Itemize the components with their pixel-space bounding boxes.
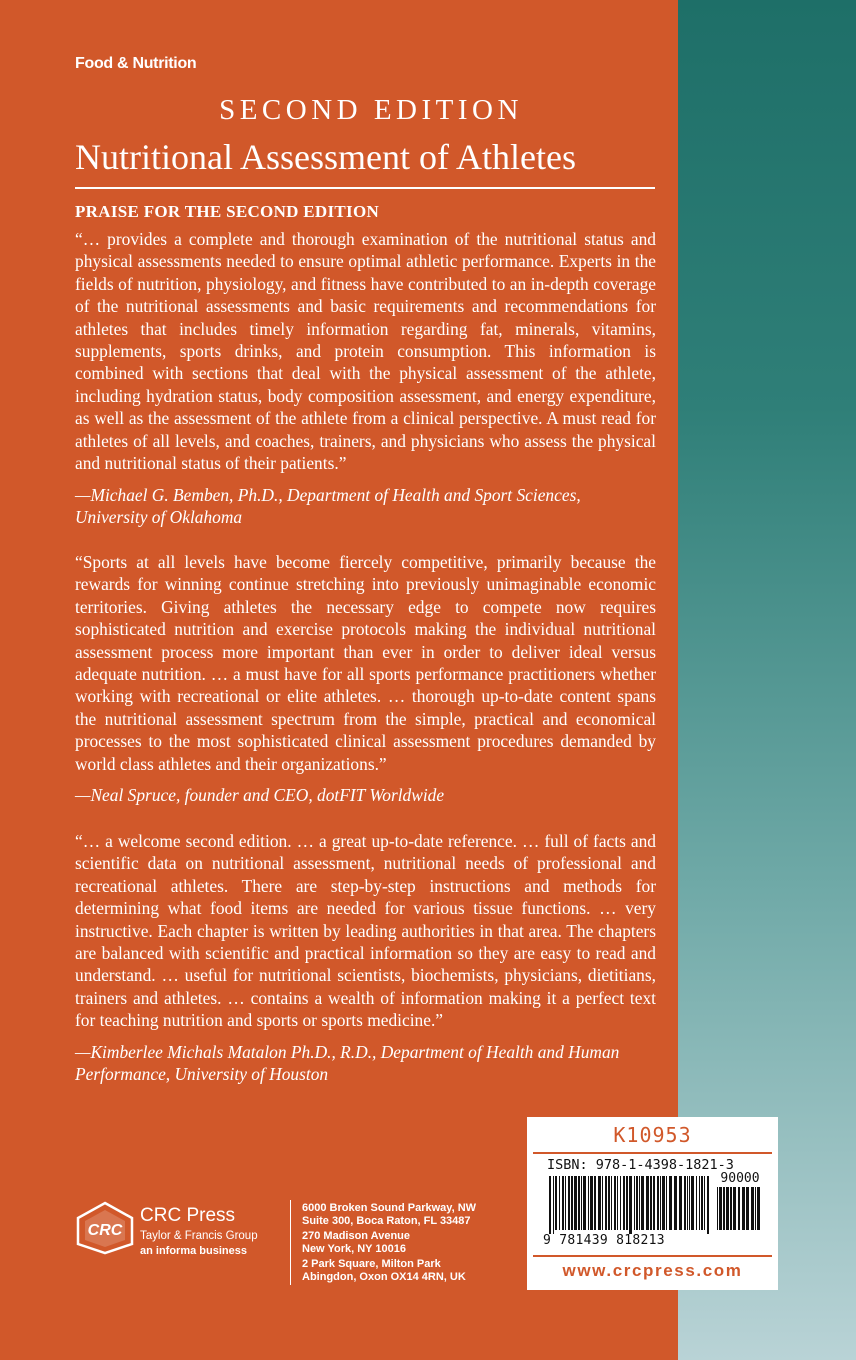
review-quote-1: “… provides a complete and thorough examination of the nutritional status and physical assessments needed to ensure optimal athletic performance. Experts in the fields of nutrition, physiology, and fitness have contributed to an in-depth coverage of the nutritional assessments and basic requirements and recommendations for athletes that includes timely information regarding fat, minerals, vitamins, supplements, sports drinks, and protein consumption. This information is combined with sections that deal with the physical assessment of the athlete, including hydration status, body composition assessment, and energy expenditure, as well as the assessment of the athlete from a clinical perspective. A must read for athletes of all levels, and coaches, trainers, and physicians who assess the physical and nutritional status of their patients.” bbox=[75, 229, 656, 474]
publisher-url: www.crcpress.com bbox=[562, 1261, 743, 1280]
address-boca-raton bbox=[302, 1202, 476, 1227]
address-line: 270 Madison Avenue bbox=[302, 1230, 410, 1243]
barcode-bar bbox=[620, 1176, 621, 1230]
barcode-panel bbox=[527, 1117, 778, 1290]
barcode-bar bbox=[704, 1176, 705, 1230]
barcode-bar bbox=[723, 1187, 725, 1230]
barcode-bar bbox=[662, 1176, 665, 1230]
barcode-bar bbox=[565, 1176, 566, 1230]
barcode-bar bbox=[691, 1176, 694, 1230]
publisher-addresses bbox=[302, 1202, 476, 1287]
barcode-bar bbox=[755, 1187, 756, 1230]
barcode-bar bbox=[679, 1176, 682, 1230]
publisher-divider bbox=[290, 1200, 291, 1285]
barcode-bar bbox=[742, 1187, 745, 1230]
title-divider bbox=[75, 187, 655, 189]
barcode-bar bbox=[594, 1176, 596, 1230]
barcode-bar bbox=[701, 1176, 703, 1230]
barcode-bar bbox=[757, 1187, 760, 1230]
barcode-bar bbox=[707, 1176, 709, 1234]
review-attribution-1 bbox=[75, 484, 656, 529]
barcode-bar bbox=[555, 1176, 557, 1230]
reviewer-affiliation: Department of Health and Sport Sciences, University of Oklahoma bbox=[75, 485, 581, 528]
barcode-bar bbox=[602, 1176, 603, 1230]
reviewer-affiliation: Department of Health and Human Performance, University of Houston bbox=[75, 1042, 620, 1085]
barcode-bar bbox=[674, 1176, 677, 1230]
barcode-bar bbox=[687, 1176, 688, 1230]
review-attribution-2 bbox=[75, 784, 656, 806]
barcode-bar bbox=[689, 1176, 690, 1230]
reviewer-name: —Kimberlee Michals Matalon Ph.D., R.D., bbox=[75, 1042, 381, 1062]
barcode-bar bbox=[733, 1187, 736, 1230]
barcode-bar bbox=[581, 1176, 582, 1230]
barcode-bar bbox=[669, 1176, 672, 1230]
edition-label: SECOND EDITION bbox=[219, 94, 523, 126]
barcode-bar bbox=[611, 1176, 612, 1230]
address-line: 6000 Broken Sound Parkway, NW bbox=[302, 1202, 477, 1214]
barcode-bar bbox=[726, 1187, 729, 1230]
barcode-bar bbox=[684, 1176, 686, 1230]
barcode-bar bbox=[574, 1176, 577, 1230]
barcode-bar bbox=[562, 1176, 564, 1230]
barcode-bar bbox=[605, 1176, 607, 1230]
barcode-bar bbox=[719, 1187, 722, 1230]
barcode-bar bbox=[571, 1176, 573, 1230]
barcode-bar bbox=[717, 1187, 718, 1230]
barcode-bar bbox=[583, 1176, 586, 1230]
reviewer-name: —Neal Spruce, bbox=[75, 785, 185, 805]
publisher-name: CRC Press bbox=[140, 1205, 236, 1226]
barcode-bar bbox=[623, 1176, 625, 1230]
address-line: New York, NY 10016 bbox=[302, 1242, 406, 1255]
barcode-digits: 9 781439 818213 bbox=[543, 1233, 665, 1248]
catalog-code: K10953 bbox=[613, 1123, 692, 1147]
reviewer-name: —Michael G. Bemben, Ph.D., bbox=[75, 485, 288, 505]
address-new-york bbox=[302, 1230, 476, 1255]
barcode-bar bbox=[738, 1187, 740, 1230]
crc-press-logo-icon bbox=[74, 1200, 136, 1256]
barcode-bar bbox=[626, 1176, 628, 1230]
barcode-bar bbox=[639, 1176, 640, 1230]
barcode-bar bbox=[588, 1176, 589, 1230]
barcode-bar bbox=[634, 1176, 635, 1230]
barcode-bar bbox=[614, 1176, 616, 1230]
praise-heading: PRAISE FOR THE SECOND EDITION bbox=[75, 202, 380, 221]
crc-logo-text: CRC bbox=[87, 1222, 123, 1239]
barcode-bar bbox=[746, 1187, 749, 1230]
barcode-bar bbox=[598, 1176, 601, 1230]
address-abingdon bbox=[302, 1258, 476, 1283]
barcode-bar bbox=[590, 1176, 593, 1230]
barcode-bar bbox=[666, 1176, 667, 1230]
barcode-bar bbox=[646, 1176, 649, 1230]
review-quote-2: “Sports at all levels have become fiercely competitive, primarily because the rewards for winning continue stretching into previously unimaginable economic territories. Giving athletes the necessary edge to compete now requires sophisticated nutrition and exercise protocols making the individual nutritional assessment process more important than ever in order to deliver ideal versus adequate nutrition. … a must have for all sports performance practitioners whether working with recreational or elite athletes. … thorough up-to-date content spans the nutritional assessment spectrum from the simple, practical and economical processes to the most sophisticated clinical assessment procedures demanded by world class athletes and their organizations.” bbox=[75, 552, 656, 774]
category-label: Food & Nutrition bbox=[75, 55, 197, 72]
barcode-bar bbox=[751, 1187, 754, 1230]
barcode-bar bbox=[636, 1176, 638, 1230]
url-divider bbox=[533, 1255, 772, 1257]
review-quote-3: “… a welcome second edition. … a great up-to-date reference. … full of facts and scientific data on nutritional assessment, nutritional needs of professional and recreational athletes. There are step-by-step instructions and methods for determining what food items are needed for various tissue functions. … very instructive. Each chapter is written by leading authorities in that area. The chapters are balanced with scientific and practical information so they are easy to read and understand. … useful for nutritional scientists, biochemists, physicians, dietitians, trainers and athletes. … contains a wealth of information making it a perfect text for teaching nutrition and sports or sports medicine.” bbox=[75, 831, 656, 1031]
barcode-bar bbox=[553, 1176, 554, 1234]
barcode-bar bbox=[568, 1176, 570, 1230]
barcode-bar bbox=[653, 1176, 655, 1230]
reviewer-affiliation: founder and CEO, dotFIT Worldwide bbox=[184, 785, 445, 805]
barcode-addon-digits: 90000 bbox=[720, 1171, 760, 1186]
barcode-bar bbox=[617, 1176, 618, 1230]
address-line: 2 Park Square, Milton Park bbox=[302, 1258, 441, 1271]
code-divider bbox=[533, 1152, 772, 1154]
barcode-bar bbox=[696, 1176, 697, 1230]
review-attribution-3 bbox=[75, 1041, 656, 1086]
barcode-bar bbox=[699, 1176, 700, 1230]
barcode-bar bbox=[641, 1176, 644, 1230]
barcode-bar bbox=[629, 1176, 632, 1234]
barcode-bar bbox=[650, 1176, 652, 1230]
publisher-group: Taylor & Francis Group bbox=[140, 1230, 258, 1242]
publisher-tagline: an informa business bbox=[140, 1245, 247, 1257]
barcode-bar bbox=[608, 1176, 610, 1230]
barcode-addon-bars-icon bbox=[717, 1187, 762, 1234]
barcode-bar bbox=[549, 1176, 551, 1234]
barcode-bar bbox=[660, 1176, 661, 1230]
barcode-bar bbox=[730, 1187, 732, 1230]
barcode-bar bbox=[559, 1176, 560, 1230]
isbn-label: ISBN: 978-1-4398-1821-3 bbox=[547, 1157, 734, 1173]
barcode-bar bbox=[578, 1176, 580, 1230]
barcode-bars-icon bbox=[549, 1176, 709, 1234]
address-line: Abingdon, Oxon OX14 4RN, UK bbox=[302, 1270, 466, 1283]
address-line: Suite 300, Boca Raton, FL 33487 bbox=[302, 1214, 471, 1227]
barcode-bar bbox=[657, 1176, 659, 1230]
book-title: Nutritional Assessment of Athletes bbox=[75, 137, 576, 177]
